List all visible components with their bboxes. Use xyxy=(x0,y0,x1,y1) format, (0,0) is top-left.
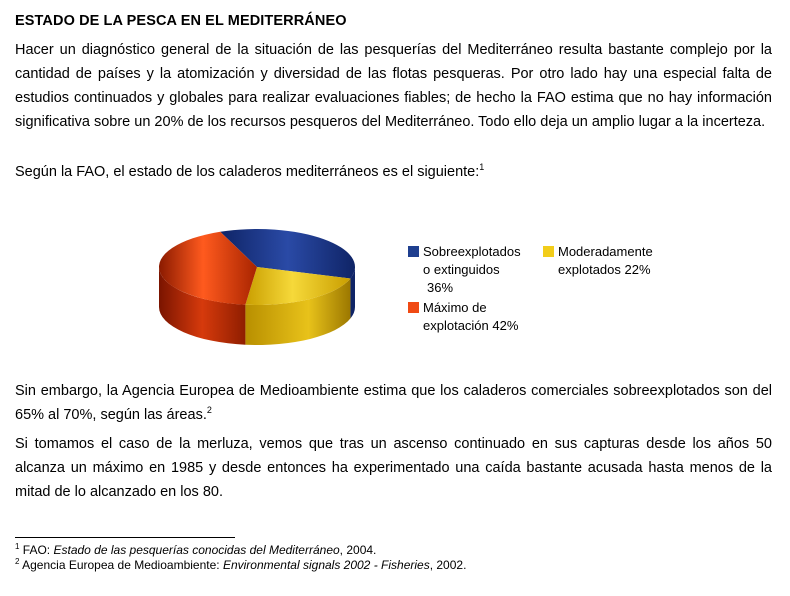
footnote-ref-1[interactable]: 1 xyxy=(479,162,485,172)
footnote-number: 2 xyxy=(15,557,20,566)
legend-text-line: explotación 42% xyxy=(423,318,519,333)
legend-swatch-moderadamente xyxy=(543,246,554,257)
footnote-2 xyxy=(15,558,466,573)
footnote-ref-2[interactable]: 2 xyxy=(206,405,212,415)
legend-text-line: Máximo de xyxy=(423,300,487,315)
footnote-year: , 2004. xyxy=(339,543,377,557)
footnote-divider xyxy=(15,537,235,538)
intro-paragraph: Hacer un diagnóstico general de la situación de las pesquerías del Mediterráneo resulta bastante complejo por la cantidad de países y la atomización y diversidad de las flotas pesqueras. Por otro lado hay una especial falta de estudios continuados y globales para realizar evaluaciones fiables; de hecho la FAO estima que no hay información significativa sobre un 20% de los recursos pesqueros del Mediterráneo. Todo ello deja un amplio lugar a la incerteza. xyxy=(15,42,772,130)
footnotes xyxy=(15,543,466,573)
legend-text-line: o extinguidos xyxy=(423,262,500,277)
legend-label-sobreexplotados xyxy=(423,243,521,297)
footnote-1 xyxy=(15,543,466,558)
footnote-number: 1 xyxy=(15,542,20,551)
page-title: ESTADO DE LA PESCA EN EL MEDITERRÁNEO xyxy=(15,13,347,29)
footnote-title: Environmental signals 2002 - Fisheries xyxy=(222,558,430,572)
footnote-year: , 2002. xyxy=(429,558,467,572)
legend-text-line: Sobreexplotados xyxy=(423,244,521,259)
pie-tops xyxy=(159,229,355,305)
legend-text-line: Moderadamente xyxy=(558,244,653,259)
merluza-paragraph: Si tomamos el caso de la merluza, vemos que tras un ascenso continuado en sus capturas desde los años 50 alcanza un máximo en 1985 y desde entonces ha experimentado una caída bastante acusada hasta menos de la mitad de lo alcanzado en los 80. xyxy=(15,436,772,500)
footnote-source: FAO: xyxy=(22,543,54,557)
footnote-title: Estado de las pesquerías conocidas del Mediterráneo xyxy=(53,543,340,557)
legend-label-maximo xyxy=(423,299,518,335)
footnote-source: Agencia Europea de Medioambiente: xyxy=(22,558,223,572)
legend-label-moderadamente xyxy=(558,243,653,279)
legend-swatch-sobreexplotados xyxy=(408,246,419,257)
pie-chart xyxy=(147,215,377,365)
legend-swatch-maximo xyxy=(408,302,419,313)
legend-text-line: explotados 22% xyxy=(558,262,651,277)
fao-text: Según la FAO, el estado de los caladeros mediterráneos es el siguiente: xyxy=(15,164,480,180)
agencia-paragraph xyxy=(15,379,772,427)
fao-paragraph xyxy=(15,160,772,184)
legend-text-line: 36% xyxy=(427,280,454,295)
agencia-text: Sin embargo, la Agencia Europea de Medioambiente estima que los caladeros comerciales sobreexplotados son del 65% al 70%, según las áreas. xyxy=(15,383,772,423)
